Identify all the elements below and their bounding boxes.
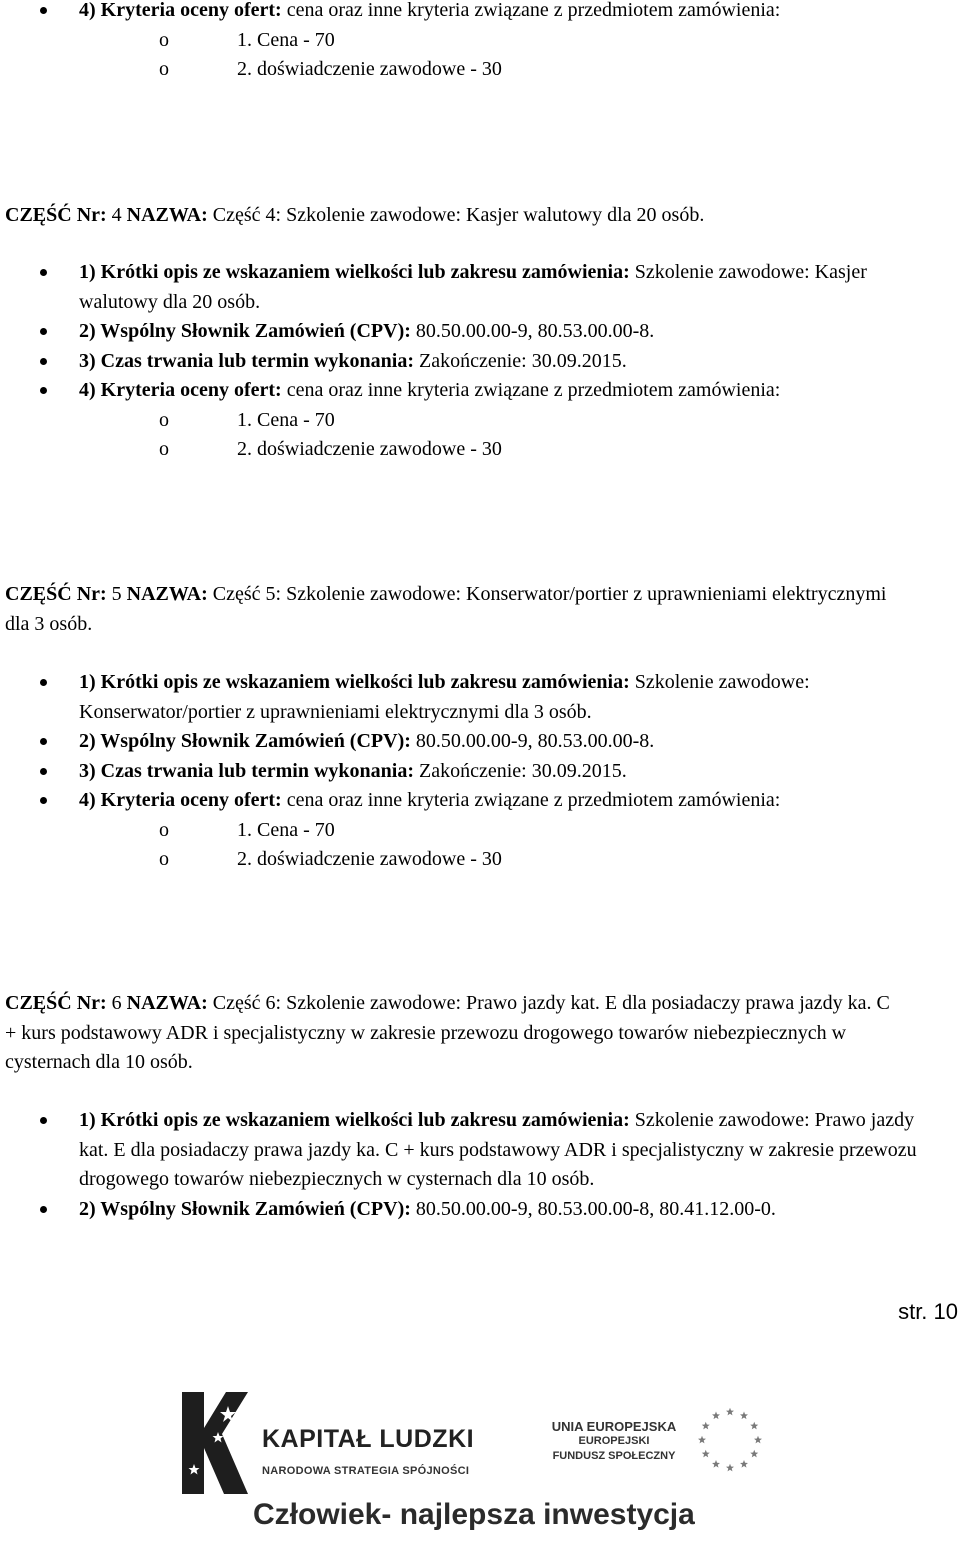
list-item: 1) Krótki opis ze wskazaniem wielkości lub zakresu zamówienia: Szkolenie zawodowe: Konserwator/portier z uprawnieniami elektrycznymi dla 3 osób.: [0, 668, 960, 727]
sub-item: o 1. Cena - 70: [79, 26, 940, 56]
sub-item: o 1. Cena - 70: [79, 406, 940, 436]
list-item: 2) Wspólny Słownik Zamówień (CPV): 80.50.00.00-9, 80.53.00.00-8.: [0, 727, 960, 757]
section-heading: CZĘŚĆ Nr: 5 NAZWA: Część 5: Szkolenie zawodowe: Konserwator/portier z uprawnieniami elektrycznymi dla 3 osób.: [5, 583, 887, 635]
ue-label: UNIA EUROPEJSKA EUROPEJSKI FUNDUSZ SPOŁECZNY: [551, 1419, 677, 1462]
page-number: str. 10: [898, 1299, 958, 1324]
sub-item: o 1. Cena - 70: [79, 816, 940, 846]
criteria-list: [0, 0, 960, 85]
section-4-details: [0, 258, 960, 465]
list-item: 3) Czas trwania lub termin wykonania: Zakończenie: 30.09.2015.: [0, 757, 960, 787]
list-item: [0, 0, 960, 85]
list-item: 3) Czas trwania lub termin wykonania: Zakończenie: 30.09.2015.: [0, 347, 960, 377]
section-heading: CZĘŚĆ Nr: 6 NAZWA: Część 6: Szkolenie zawodowe: Prawo jazdy kat. E dla posiadaczy prawa jazdy ka. C + kurs podstawowy ADR i specjalistyczny w zakresie przewozu drogowego towarów niebezpiecznych w cysternach dla 10 osób.: [5, 992, 890, 1073]
kapital-ludzki-logo: [178, 1388, 250, 1498]
section-heading: CZĘŚĆ Nr: 4 NAZWA: Część 4: Szkolenie zawodowe: Kasjer walutowy dla 20 osób.: [5, 204, 705, 226]
sub-item: o 2. doświadczenie zawodowe - 30: [79, 845, 940, 875]
section-5-details: [0, 668, 960, 875]
item-text: cena oraz inne kryteria związane z przedmiotem zamówienia:: [281, 0, 781, 21]
footer-slogan: Człowiek- najlepsza inwestycja: [253, 1498, 695, 1531]
section-6-details: [0, 1106, 960, 1224]
list-item: 2) Wspólny Słownik Zamówień (CPV): 80.50.00.00-9, 80.53.00.00-8.: [0, 317, 960, 347]
eu-flag-icon: [690, 1400, 770, 1480]
criteria-sublist: [79, 26, 940, 85]
list-item: 4) Kryteria oceny ofert: cena oraz inne kryteria związane z przedmiotem zamówienia: o 1. Cena - 70 o 2. doświadczenie zawodowe - 30: [0, 786, 960, 875]
footer-logos: [0, 1385, 960, 1547]
sub-item: o 2. doświadczenie zawodowe - 30: [79, 435, 940, 465]
section-3-tail: [0, 0, 960, 85]
list-item: 2) Wspólny Słownik Zamówień (CPV): 80.50.00.00-9, 80.53.00.00-8, 80.41.12.00-0.: [0, 1195, 960, 1225]
list-item: 4) Kryteria oceny ofert: cena oraz inne kryteria związane z przedmiotem zamówienia: o 1. Cena - 70 o 2. doświadczenie zawodowe - 30: [0, 376, 960, 465]
list-item: 1) Krótki opis ze wskazaniem wielkości lub zakresu zamówienia: Szkolenie zawodowe: Kasjer walutowy dla 20 osób.: [0, 258, 960, 317]
item-label: 4) Kryteria oceny ofert:: [79, 0, 282, 21]
kapital-ludzki-title: KAPITAŁ LUDZKI: [262, 1425, 475, 1453]
sub-item: o 2. doświadczenie zawodowe - 30: [79, 55, 940, 85]
list-item: 1) Krótki opis ze wskazaniem wielkości lub zakresu zamówienia: Szkolenie zawodowe: Prawo jazdy kat. E dla posiadaczy prawa jazdy ka. C + kurs podstawowy ADR i specjalistyczny w zakresie przewozu drogowego towarów niebezpiecznych w cysternach dla 10 osób.: [0, 1106, 960, 1195]
kapital-ludzki-subtitle: NARODOWA STRATEGIA SPÓJNOŚCI: [262, 1465, 470, 1477]
